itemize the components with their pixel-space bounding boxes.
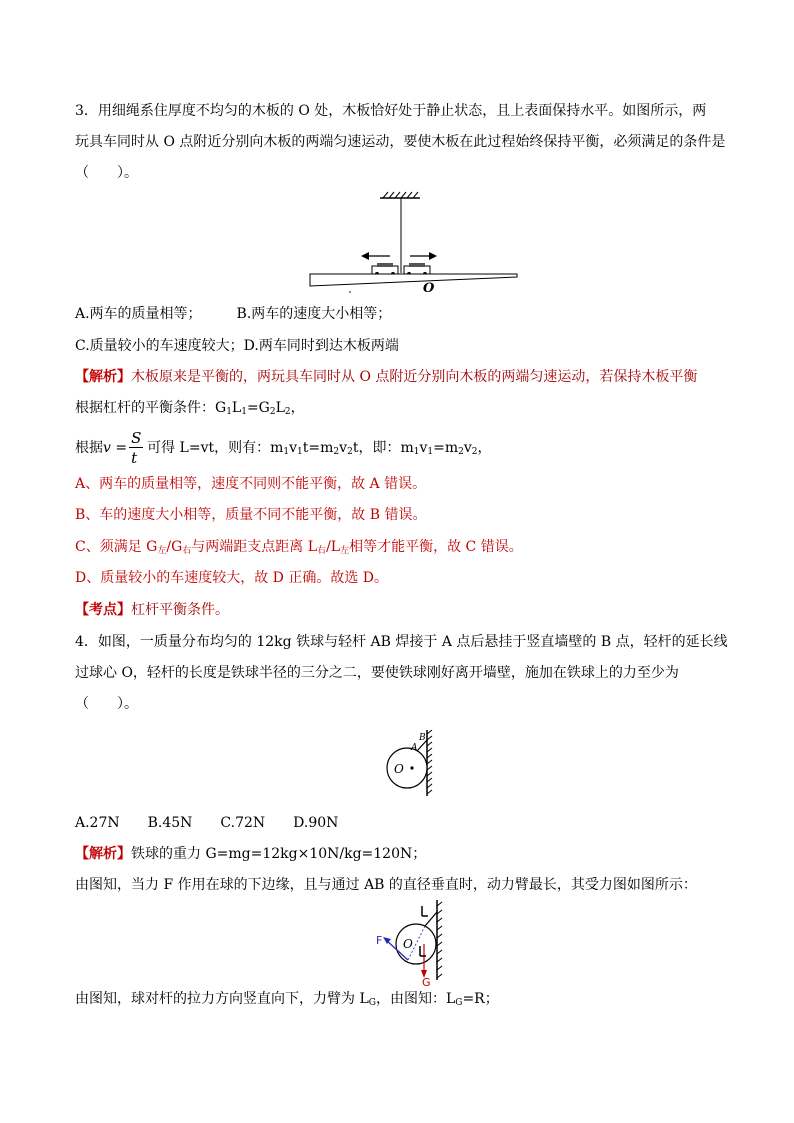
q4-analysis-1: 【解析】铁球的重力 G=mg=12kg×10N/kg=120N；: [75, 846, 427, 862]
svg-text:O: O: [394, 762, 404, 776]
q4-text-line-1: 4．如图，一质量分布均匀的 12kg 铁球与轻杆 AB 焊接于 A 点后悬挂于竖直墙壁的 B 点，轻杆的延长线: [75, 634, 728, 650]
q3-analysis-1: 【解析】木板原来是平衡的，两玩具车同时从 O 点附近分别向木板的两端匀速运动，若保持木板平衡: [75, 369, 698, 385]
q3-kaodian: 【考点】杠杆平衡条件。: [75, 602, 229, 618]
q4-analysis-3: 由图知，球对杆的拉力方向竖直向下，力臂为 $L_G$，由图知：$L_G=R$；: [75, 991, 499, 1008]
q4-text-line-2: 过球心 O，轻杆的长度是铁球半径的三分之二，要使铁球刚好离开墙壁，施加在铁球上的力至少为: [75, 665, 679, 681]
analysis-tag: 【解析】: [75, 369, 131, 385]
q3-analysis-2: 根据杠杆的平衡条件：$G_1L_1=G_2L_2$，: [75, 400, 305, 417]
q3-options-ab: A.两车的质量相等； B.两车的速度大小相等；: [75, 306, 392, 322]
q3-text-line-1: 3．用细绳系住厚度不均匀的木板的 O 处，木板恰好处于静止状态，且上表面保持水平。如图所示，两: [75, 103, 707, 119]
lever-board-figure: [305, 190, 525, 295]
svg-text:O: O: [403, 937, 413, 951]
q3-reason-c: C、须满足 $G_左/G_右$与两端距支点距离 $L_右/L_左$相等才能平衡，故 C 错误。: [75, 539, 523, 556]
q3-analysis-3: 根据v = $\frac{S}{t}$ 可得 L=vt，则有：$m_1v_1t=m_2v_2t$，即：$m_1v_1=m_2v_2$，: [75, 429, 492, 467]
fig-label-o: O: [423, 281, 435, 295]
q3-reason-b: B、车的速度大小相等，质量不同不能平衡，故 B 错误。: [75, 507, 427, 523]
q3-text-line-3: （ ）。: [75, 165, 138, 181]
force-diagram-figure: [370, 898, 450, 990]
q3-reason-a: A、两车的质量相等，速度不同则不能平衡，故 A 错误。: [75, 476, 427, 492]
svg-text:A: A: [411, 743, 418, 753]
q4-text-line-3: （ ）。: [75, 696, 138, 712]
q3-options-cd: C.质量较小的车速度较大；D.两车同时到达木板两端: [75, 338, 399, 354]
fraction-s-over-t: $\frac{S}{t}$: [131, 429, 142, 467]
q4-analysis-2: 由图知，当力 F 作用在球的下边缘，且与通过 AB 的直径垂直时，动力臂最长，其受力图如图所示：: [75, 877, 697, 893]
svg-text:F: F: [376, 934, 383, 947]
svg-text:G: G: [422, 976, 431, 989]
q4-options: A.27N B.45N C.72N D.90N: [75, 815, 339, 831]
q3-reason-d: D、质量较小的车速度较大，故 D 正确。故选 D。: [75, 570, 389, 586]
q3-text-line-2: 玩具车同时从 O 点附近分别向木板的两端匀速运动，要使木板在此过程始终保持平衡，必须满足的条件是: [75, 134, 726, 150]
iron-ball-wall-figure: [380, 728, 440, 800]
svg-text:B: B: [419, 733, 426, 743]
